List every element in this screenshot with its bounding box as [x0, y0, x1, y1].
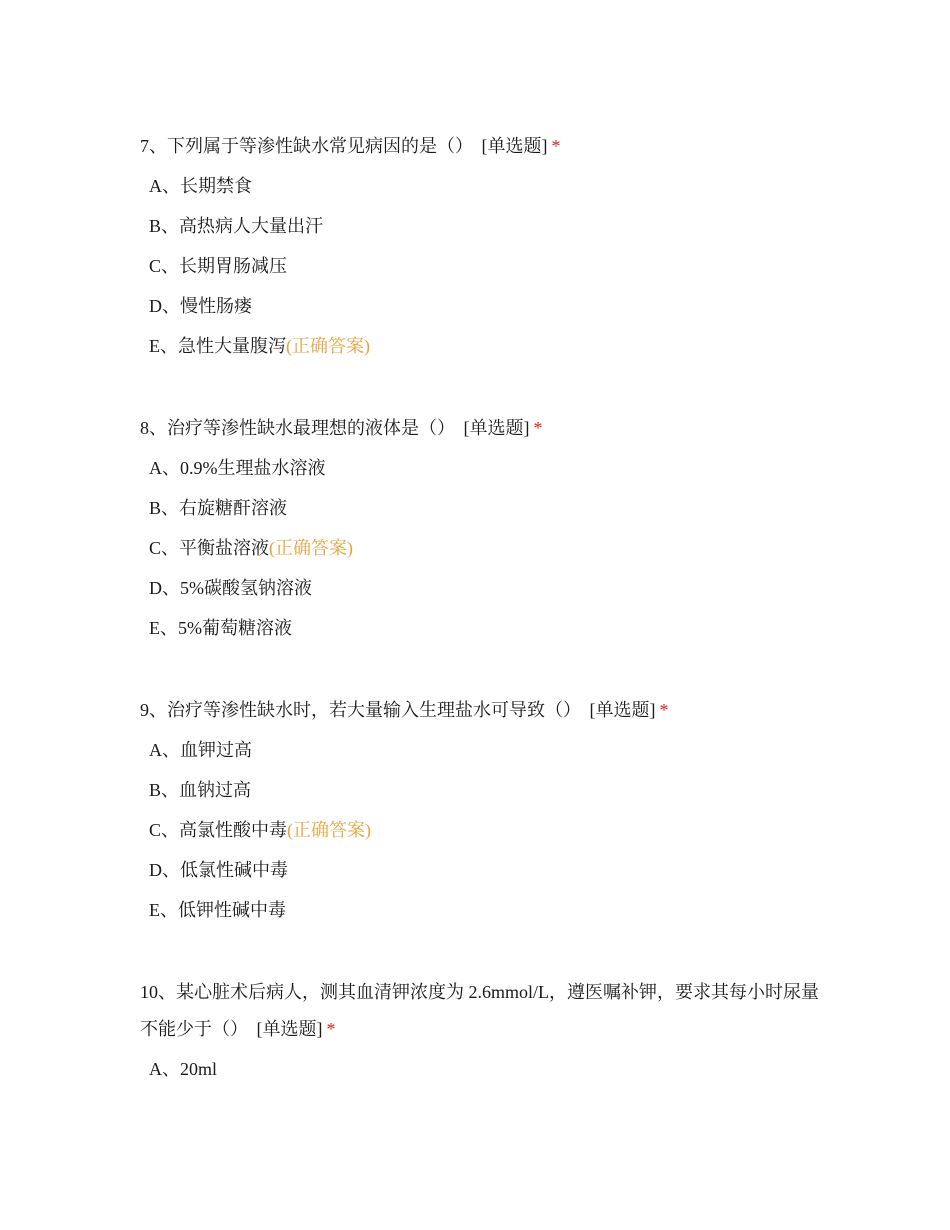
question-8 [140, 410, 820, 655]
question-title [140, 410, 820, 447]
option-a[interactable] [140, 455, 820, 495]
option-label: A、长期禁食 [149, 176, 252, 196]
correct-answer-note: (正确答案) [269, 538, 354, 558]
option-a[interactable] [140, 1056, 820, 1096]
option-label: C、高氯性酸中毒 [149, 820, 288, 840]
question-text: 8、治疗等渗性缺水最理想的液体是（） [140, 418, 455, 438]
option-list [140, 737, 820, 937]
option-label: E、低钾性碱中毒 [149, 900, 286, 920]
option-b[interactable] [140, 777, 820, 817]
option-label: C、长期胃肠减压 [149, 256, 288, 276]
question-7 [140, 128, 820, 373]
required-marker: * [659, 700, 669, 720]
option-list [140, 455, 820, 655]
option-label: A、20ml [149, 1059, 218, 1079]
question-10 [140, 974, 820, 1096]
required-marker: * [326, 1019, 336, 1039]
question-9 [140, 692, 820, 937]
option-list [140, 1056, 820, 1096]
option-label: E、5%葡萄糖溶液 [149, 618, 292, 638]
option-d[interactable] [140, 293, 820, 333]
option-label: C、平衡盐溶液 [149, 538, 270, 558]
option-c[interactable] [140, 535, 820, 575]
question-type: [单选题] [463, 418, 530, 438]
option-b[interactable] [140, 495, 820, 535]
option-a[interactable] [140, 173, 820, 213]
option-label: A、0.9%生理盐水溶液 [149, 458, 326, 478]
option-label: B、高热病人大量出汗 [149, 216, 324, 236]
option-label: A、血钾过高 [149, 740, 252, 760]
option-e[interactable] [140, 615, 820, 655]
question-type: [单选题] [481, 136, 548, 156]
question-type: [单选题] [589, 700, 656, 720]
correct-answer-note: (正确答案) [287, 820, 372, 840]
correct-answer-note: (正确答案) [286, 336, 370, 356]
option-label: D、慢性肠瘘 [149, 296, 252, 316]
question-title [140, 974, 820, 1048]
option-e[interactable] [140, 333, 820, 373]
option-d[interactable] [140, 575, 820, 615]
option-label: D、低氯性碱中毒 [149, 860, 288, 880]
question-title [140, 692, 820, 729]
option-d[interactable] [140, 857, 820, 897]
required-marker: * [551, 136, 561, 156]
option-label: E、急性大量腹泻 [149, 336, 286, 356]
option-e[interactable] [140, 897, 820, 937]
option-label: B、血钠过高 [149, 780, 252, 800]
question-text: 9、治疗等渗性缺水时，若大量输入生理盐水可导致（） [140, 700, 581, 720]
option-label: D、5%碳酸氢钠溶液 [149, 578, 312, 598]
option-c[interactable] [140, 253, 820, 293]
option-c[interactable] [140, 817, 820, 857]
question-type: [单选题] [256, 1019, 323, 1039]
required-marker: * [533, 418, 543, 438]
option-a[interactable] [140, 737, 820, 777]
question-text: 10、某心脏术后病人，测其血清钾浓度为 2.6mmol/L，遵医嘱补钾，要求其每小时尿量不能少于（） [140, 982, 819, 1039]
option-b[interactable] [140, 213, 820, 253]
question-text: 7、下列属于等渗性缺水常见病因的是（） [140, 136, 473, 156]
option-label: B、右旋糖酐溶液 [149, 498, 288, 518]
question-title [140, 128, 820, 165]
option-list [140, 173, 820, 373]
